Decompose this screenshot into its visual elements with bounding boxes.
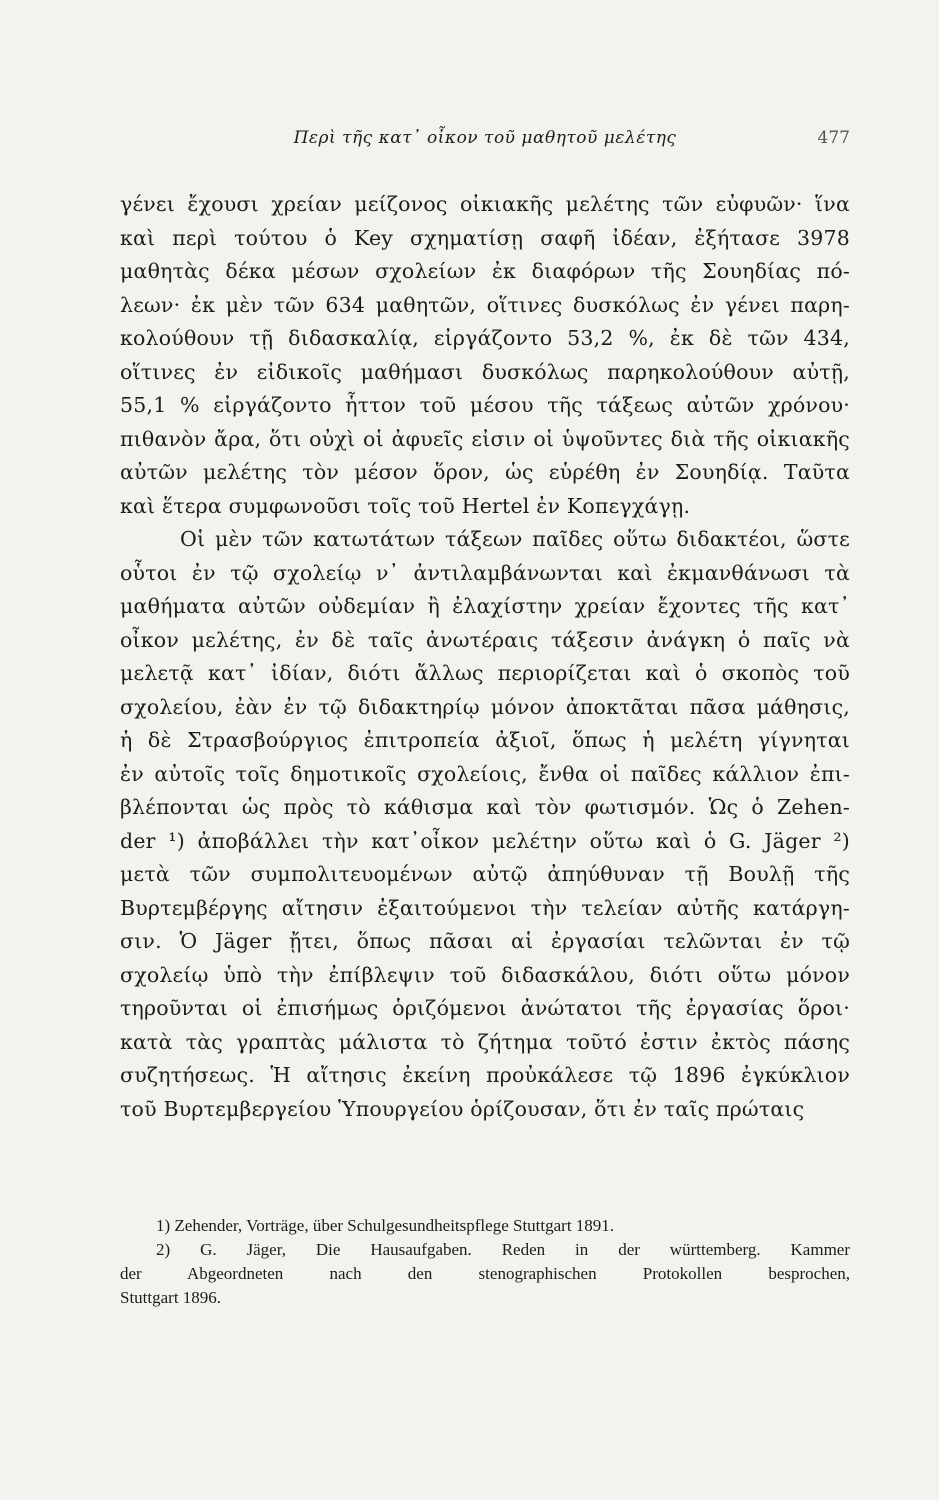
text-line: καὶ περὶ τούτου ὁ Key σχηματίσῃ σαφῆ ἰδέαν, ἐξήτασε 3978 bbox=[120, 225, 850, 250]
text-line: οἶκον μελέτης, ἐν δὲ ταῖς ἀνωτέραις τάξεσιν ἀνάγκη ὁ παῖς νὰ bbox=[120, 627, 850, 652]
page-number: 477 bbox=[817, 128, 850, 148]
text-line: τηροῦνται οἱ ἐπισήμως ὁριζόμενοι ἀνώτατοι τῆς ἐργασίας ὅροι· bbox=[120, 996, 850, 1020]
running-head: Περὶ τῆς κατ᾽ οἶκον τοῦ μαθητοῦ μελέτης bbox=[293, 128, 677, 148]
text-line: γένει ἔχουσι χρείαν μείζονος οἰκιακῆς μελέτης τῶν εὐφυῶν· ἵνα bbox=[120, 192, 850, 216]
footnote-1: 1) Zehender, Vorträge, über Schulgesundheitspflege Stuttgart 1891. bbox=[156, 1216, 615, 1235]
text-line: der ¹) ἀποβάλλει τὴν κατ᾽οἶκον μελέτην οὕτω καὶ ὁ G. Jäger ²) bbox=[120, 828, 850, 853]
text-line: οἵτινες ἐν εἰδικοῖς μαθήμασι δυσκόλως παρηκολούθουν αὐτῇ, bbox=[120, 359, 850, 384]
text-line: μετὰ τῶν συμπολιτευομένων αὐτῷ ἀπηύθυναν τῇ Βουλῇ τῆς bbox=[120, 862, 850, 886]
text-line: σχολείῳ ὑπὸ τὴν ἐπίβλεψιν τοῦ διδασκάλου, διότι οὕτω μόνον bbox=[120, 962, 850, 987]
text-line: συζητήσεως. Ἡ αἴτησις ἐκείνη προὐκάλεσε τῷ 1896 ἐγκύκλιον bbox=[120, 1063, 850, 1087]
text-line: οὗτοι ἐν τῷ σχολείῳ ν᾽ ἀντιλαμβάνωνται καὶ ἐκμανθάνωσι τὰ bbox=[120, 560, 850, 585]
footnote-2-continued: Stuttgart 1896. bbox=[120, 1288, 222, 1307]
text-line-paragraph-start: Οἱ μὲν τῶν κατωτάτων τάξεων παῖδες οὕτω διδακτέοι, ὥστε bbox=[180, 527, 850, 551]
text-line: σχολείου, ἐὰν ἐν τῷ διδακτηρίῳ μόνον ἀποκτᾶται πᾶσα μάθησις, bbox=[120, 694, 850, 719]
text-line: κατὰ τὰς γραπτὰς μάλιστα τὸ ζήτημα τοῦτό ἐστιν ἐκτὸς πάσης bbox=[120, 1029, 850, 1054]
footnote-2: 2) G. Jäger, Die Hausaufgaben. Reden in der württemberg. Kammer bbox=[156, 1240, 850, 1259]
page-header bbox=[120, 128, 850, 152]
text-line: Βυρτεμβέργης αἴτησιν ἐξαιτούμενοι τὴν τελείαν αὐτῆς κατάργη- bbox=[120, 895, 850, 920]
text-line: βλέπονται ὡς πρὸς τὸ κάθισμα καὶ τὸν φωτισμόν. Ὡς ὁ Zehen- bbox=[120, 795, 850, 819]
text-line: τοῦ Βυρτεμβεργείου Ὑπουργείου ὁρίζουσαν, ὅτι ἐν ταῖς πρώταις bbox=[120, 1096, 805, 1121]
text-line: αὐτῶν μελέτης τὸν μέσον ὅρον, ὡς εὑρέθη ἐν Σουηδίᾳ. Ταῦτα bbox=[120, 460, 850, 484]
footnote-2-continued: der Abgeordneten nach den stenographischen Protokollen besprochen, bbox=[120, 1264, 850, 1283]
text-line: σιν. Ὁ Jäger ᾔτει, ὅπως πᾶσαι αἱ ἐργασίαι τελῶνται ἐν τῷ bbox=[120, 929, 850, 953]
text-line: λεων· ἐκ μὲν τῶν 634 μαθητῶν, οἵτινες δυσκόλως ἐν γένει παρη- bbox=[120, 292, 850, 317]
body-text bbox=[120, 188, 850, 1126]
text-line: μελετᾷ κατ᾽ ἰδίαν, διότι ἄλλως περιορίζεται καὶ ὁ σκοπὸς τοῦ bbox=[120, 661, 850, 685]
text-line: πιθανὸν ἄρα, ὅτι οὐχὶ οἱ ἀφυεῖς εἰσιν οἱ ὑψοῦντες διὰ τῆς οἰκιακῆς bbox=[120, 426, 850, 451]
text-line: μαθήματα αὐτῶν οὐδεμίαν ἢ ἐλαχίστην χρείαν ἔχοντες τῆς κατ᾽ bbox=[120, 594, 850, 618]
text-line: μαθητὰς δέκα μέσων σχολείων ἐκ διαφόρων τῆς Σουηδίας πό- bbox=[120, 259, 850, 283]
text-line: κολούθουν τῇ διδασκαλίᾳ, εἰργάζοντο 53,2 %, ἐκ δὲ τῶν 434, bbox=[120, 326, 850, 350]
text-line-paragraph-end: καὶ ἕτερα συμφωνοῦσι τοῖς τοῦ Hertel ἐν Κοπεγχάγῃ. bbox=[120, 493, 691, 518]
text-line: ἡ δὲ Στρασβούργιος ἐπιτροπεία ἀξιοῖ, ὅπως ἡ μελέτη γίγνηται bbox=[120, 728, 850, 752]
text-line: 55,1 % εἰργάζοντο ἧττον τοῦ μέσου τῆς τάξεως αὐτῶν χρόνου· bbox=[120, 393, 850, 417]
text-line: ἐν αὐτοῖς τοῖς δημοτικοῖς σχολείοις, ἔνθα οἱ παῖδες κάλλιον ἐπι- bbox=[120, 761, 850, 786]
footnotes bbox=[120, 1214, 850, 1310]
